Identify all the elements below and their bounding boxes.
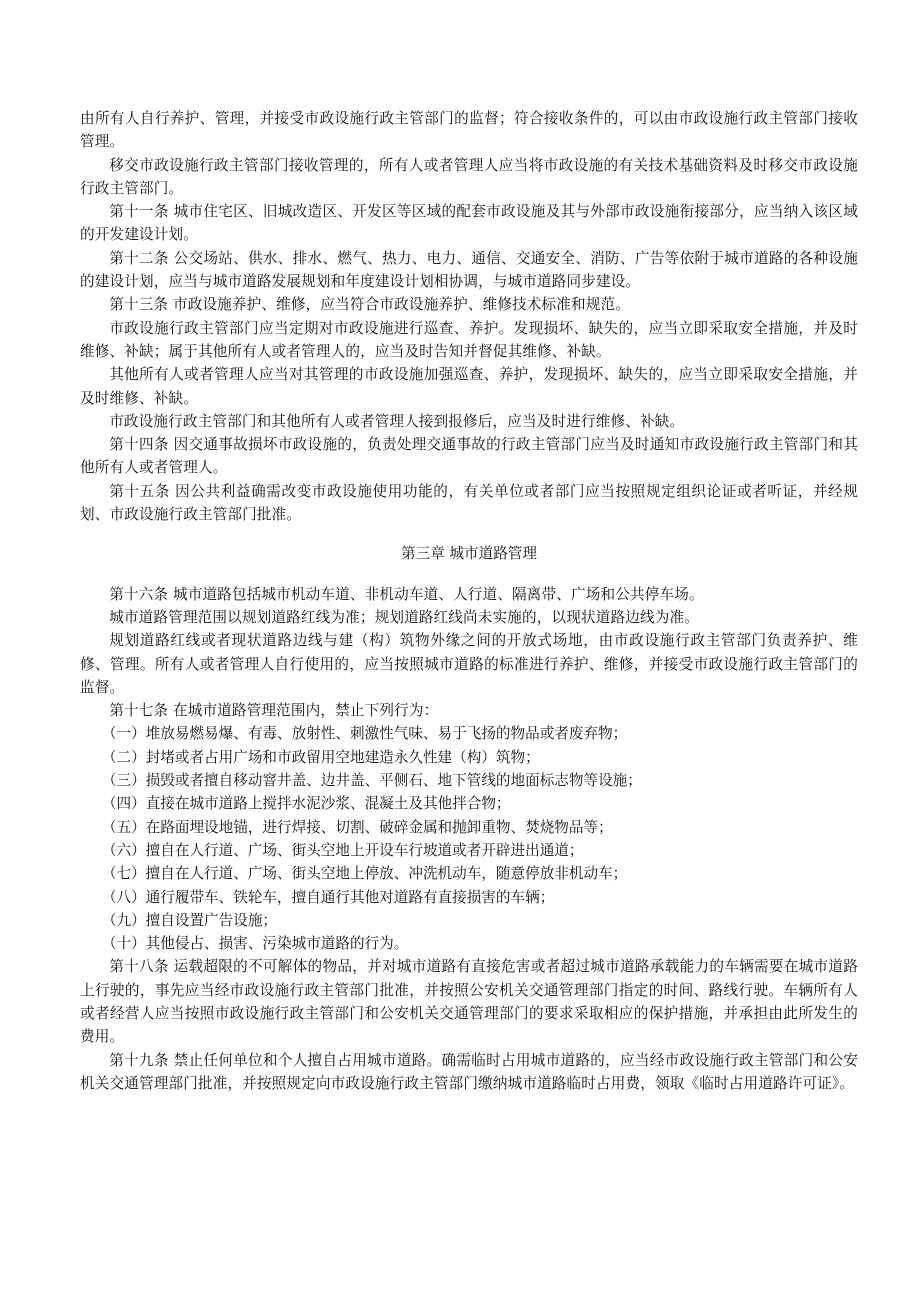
- paragraph: 第十五条 因公共利益确需改变市政设施使用功能的，有关单位或者部门应当按照规定组织论证或者听证，并经规划、市政设施行政主管部门批准。: [80, 482, 858, 524]
- list-item: （十）其他侵占、损害、污染城市道路的行为。: [101, 935, 409, 953]
- document-page: [80, 107, 858, 1095]
- paragraph: 第十三条 市政设施养护、维修，应当符合市政设施养护、维修技术标准和规范。: [109, 296, 631, 314]
- section-end: [80, 955, 858, 1095]
- section-after-chapter: [80, 583, 858, 723]
- list-item: （二）封堵或者占用广场和市政留用空地建造永久性建（构）筑物；: [101, 748, 540, 766]
- paragraph: 第十八条 运载超限的不可解体的物品，并对城市道路有直接危害或者超过城市道路承载能力的车辆需要在城市道路上行驶的，事先应当经市政设施行政主管部门批准，并按照公安机关交通管理部门指定的时间、路线行驶。车辆所有人或者经营人应当按照市政设施行政主管部门和公安机关交通管理部门的要求采取相应的保护措施，并承担由此所发生的费用。: [80, 958, 858, 1046]
- list-item: （七）擅自在人行道、广场、街头空地上停放、冲洗机动车，随意停放非机动车；: [101, 865, 628, 883]
- list-item: （四）直接在城市道路上搅拌水泥沙浆、混凝土及其他拌合物；: [101, 795, 511, 813]
- paragraph: 第十九条 禁止任何单位和个人擅自占用城市道路。确需临时占用城市道路的，应当经市政设施行政主管部门和公安机关交通管理部门批准，并按照规定向市政设施行政主管部门缴纳城市道路临时占用费，领取《临时占用道路许可证》。: [80, 1051, 858, 1092]
- list-item: （六）擅自在人行道、广场、街头空地上开设车行坡道或者开辟进出通道；: [101, 841, 584, 859]
- list-item: （三）损毁或者擅自移动窨井盖、边井盖、平侧石、地下管线的地面标志物等设施；: [101, 772, 642, 790]
- paragraph: 第十七条 在城市道路管理范围内，禁止下列行为：: [109, 702, 439, 720]
- list-item: （九）擅自设置广告设施；: [101, 911, 278, 929]
- paragraph: 市政设施行政主管部门和其他所有人或者管理人接到报修后，应当及时进行维修、补缺。: [109, 412, 685, 430]
- paragraph: 规划道路红线或者现状道路边线与建（构）筑物外缘之间的开放式场地，由市政设施行政主管部门负责养护、维修、管理。所有人或者管理人自行使用的，应当按照城市道路的标准进行养护、维修，并接受市政设施行政主管部门的监督。: [80, 632, 858, 696]
- paragraph: 其他所有人或者管理人应当对其管理的市政设施加强巡查、养护，发现损坏、缺失的，应当立即采取安全措施，并及时维修、补缺。: [80, 366, 858, 407]
- paragraph: 第十四条 因交通事故损坏市政设施的，负责处理交通事故的行政主管部门应当及时通知市政设施行政主管部门和其他所有人或者管理人。: [80, 436, 858, 477]
- paragraph: 第十一条 城市住宅区、旧城改造区、开发区等区域的配套市政设施及其与外部市政设施衔接部分，应当纳入该区域的开发建设计划。: [80, 203, 858, 244]
- section-before-chapter: [80, 107, 858, 526]
- prohibited-acts-list: [80, 722, 858, 955]
- list-item: （八）通行履带车、铁轮车，擅自通行其他对道路有直接损害的车辆；: [101, 888, 555, 906]
- list-item: （五）在路面埋设地锚，进行焊接、切割、破碎金属和抛卸重物、焚烧物品等；: [101, 818, 613, 836]
- chapter-title: 第三章 城市道路管理: [401, 545, 537, 563]
- paragraph: 由所有人自行养护、管理，并接受市政设施行政主管部门的监督；符合接收条件的，可以由市政设施行政主管部门接收管理。: [80, 110, 858, 151]
- paragraph: 市政设施行政主管部门应当定期对市政设施进行巡查、养护。发现损坏、缺失的，应当立即采取安全措施，并及时维修、补缺；属于其他所有人或者管理人的，应当及时告知并督促其维修、补缺。: [80, 319, 858, 360]
- paragraph: 第十二条 公交场站、供水、排水、燃气、热力、电力、通信、交通安全、消防、广告等依附于城市道路的各种设施的建设计划，应当与城市道路发展规划和年度建设计划相协调，与城市道路同步建设。: [80, 249, 858, 291]
- paragraph: 移交市政设施行政主管部门接收管理的，所有人或者管理人应当将市政设施的有关技术基础资料及时移交市政设施行政主管部门。: [80, 156, 858, 197]
- paragraph: 第十六条 城市道路包括城市机动车道、非机动车道、人行道、隔离带、广场和公共停车场。: [109, 585, 704, 603]
- paragraph: 城市道路管理范围以规划道路红线为准；规划道路红线尚未实施的，以现状道路边线为准。: [109, 608, 699, 626]
- list-item: （一）堆放易燃易爆、有毒、放射性、刺激性气味、易于飞扬的物品或者废弃物；: [101, 725, 628, 743]
